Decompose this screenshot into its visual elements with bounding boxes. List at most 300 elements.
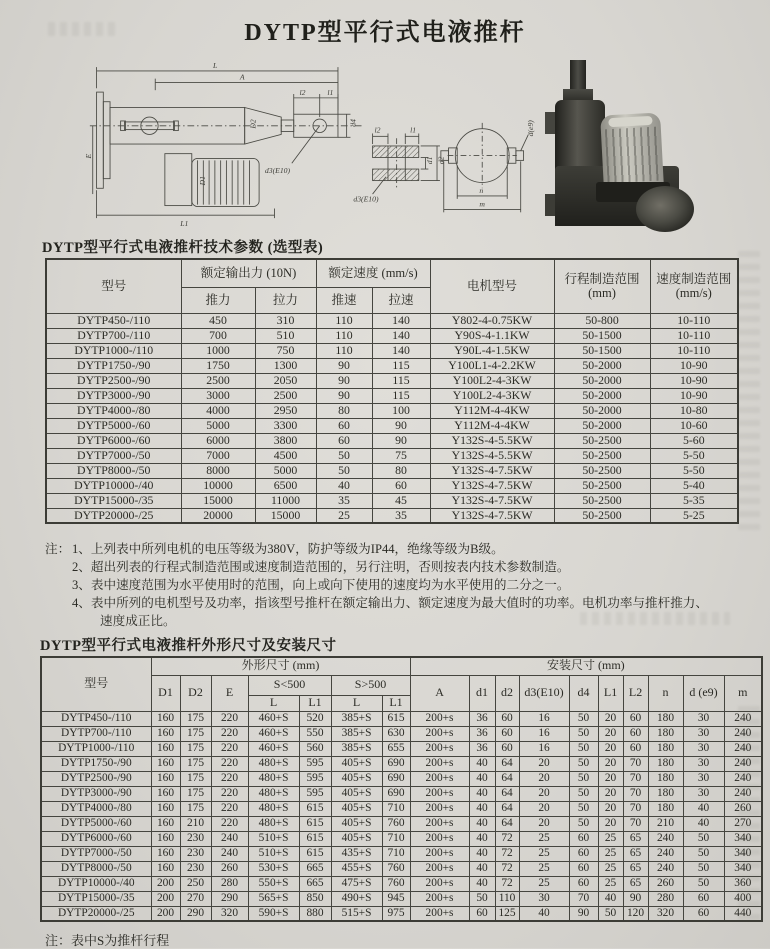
table-cell: 40 (469, 771, 495, 786)
table-cell: 475+S (331, 876, 382, 891)
table-cell: 50-2000 (554, 418, 650, 433)
table-cell: DYTP7000-/50 (46, 448, 181, 463)
table-cell: 50-800 (554, 313, 650, 328)
table-cell: 280 (211, 876, 248, 891)
table-cell: 50 (316, 463, 372, 478)
table-cell: 220 (211, 726, 248, 741)
table-cell: DYTP15000-/35 (46, 493, 181, 508)
table-cell: 480+S (248, 771, 299, 786)
table-cell: 40 (469, 786, 495, 801)
table-cell: 280 (648, 891, 683, 906)
table-cell: 480+S (248, 756, 299, 771)
table-cell: 120 (623, 906, 648, 921)
table-cell: 25 (519, 876, 569, 891)
table-cell: 50-2500 (554, 493, 650, 508)
notes-prefix: 注： (45, 542, 71, 556)
table-cell: 440 (724, 906, 762, 921)
table-cell: 200+s (410, 846, 469, 861)
table-cell: 20 (598, 756, 623, 771)
table-cell: DYTP6000-/60 (46, 433, 181, 448)
note-item: 2、超出列表的行程式制造范围或速度制造范围的，另行注明，否则按表内技术参数制造。 (72, 560, 570, 574)
table-cell: 615 (299, 846, 331, 861)
spec-table-body (46, 313, 738, 523)
table-cell: 450 (181, 313, 255, 328)
table-cell: 30 (683, 756, 724, 771)
col-d4: d4 (569, 675, 598, 711)
dim-label-D2: D2 (248, 119, 258, 129)
table-cell: 480+S (248, 816, 299, 831)
table-cell: 65 (623, 876, 648, 891)
table-cell: 5-25 (650, 508, 738, 523)
dim-label-d2: d2 (436, 156, 446, 165)
table-cell: 510+S (248, 846, 299, 861)
col-pull-speed: 拉速 (372, 287, 430, 313)
table-cell: DYTP3000-/90 (41, 786, 151, 801)
col-pull-force: 拉力 (255, 287, 316, 313)
dim-label-L1: L1 (180, 218, 189, 228)
col-de9: d (e9) (683, 675, 724, 711)
dim-label-E: E (83, 153, 93, 159)
table-cell: DYTP5000-/60 (46, 418, 181, 433)
table-row (41, 801, 762, 816)
photo-flange (636, 186, 694, 232)
table-cell: 10-90 (650, 388, 738, 403)
table-row (46, 448, 738, 463)
table-row (46, 478, 738, 493)
table-cell: 30 (683, 711, 724, 726)
table-row (41, 876, 762, 891)
table-cell: DYTP4000-/80 (41, 801, 151, 816)
table-row (41, 846, 762, 861)
table-cell: 2950 (255, 403, 316, 418)
table-cell: 60 (495, 711, 519, 726)
table-cell: 8000 (181, 463, 255, 478)
table-cell: DYTP1750-/90 (46, 358, 181, 373)
table-cell: 64 (495, 816, 519, 831)
table-cell: 3300 (255, 418, 316, 433)
table-cell: 270 (180, 891, 211, 906)
table-cell: Y132S-4-5.5KW (430, 433, 554, 448)
col-rated-speed: 额定速度 (mm/s) (316, 259, 430, 287)
table-cell: 40 (683, 816, 724, 831)
table-cell: 200+s (410, 816, 469, 831)
note-item: 3、表中速度范围为水平使用时的范围，向上或向下使用的速度均为水平使用的二分之一。 (72, 578, 570, 592)
table-cell: DYTP4000-/80 (46, 403, 181, 418)
table-cell: 90 (569, 906, 598, 921)
table-cell: 90 (316, 358, 372, 373)
table-row (41, 831, 762, 846)
table-cell: 240 (724, 756, 762, 771)
table-cell: 90 (372, 433, 430, 448)
spec-table (45, 258, 739, 524)
table-cell: 20 (519, 786, 569, 801)
table-cell: 70 (623, 756, 648, 771)
table-cell: DYTP2500-/90 (41, 771, 151, 786)
table-cell: 20 (519, 756, 569, 771)
col-L1-lt: L1 (299, 695, 331, 711)
table-cell: 240 (211, 846, 248, 861)
table-row (46, 403, 738, 418)
table-cell: 140 (372, 343, 430, 358)
table-cell: 72 (495, 831, 519, 846)
table-cell: 220 (211, 816, 248, 831)
table-cell: 510+S (248, 831, 299, 846)
table-cell: Y132S-4-7.5KW (430, 508, 554, 523)
table-cell: 290 (180, 906, 211, 921)
table-cell: 690 (382, 786, 410, 801)
table-cell: 200+s (410, 906, 469, 921)
table-cell: 210 (648, 816, 683, 831)
table-cell: 115 (372, 388, 430, 403)
col-push-force: 推力 (181, 287, 255, 313)
col-motor-model: 电机型号 (430, 259, 554, 313)
table-cell: 3800 (255, 433, 316, 448)
table-cell: 20000 (181, 508, 255, 523)
table-cell: 160 (151, 786, 180, 801)
table-cell: 710 (382, 831, 410, 846)
table-cell: 490+S (331, 891, 382, 906)
table-cell: 160 (151, 711, 180, 726)
table-cell: 40 (683, 801, 724, 816)
spec-table-heading: DYTP型平行式电液推杆技术参数 (选型表) (42, 240, 324, 256)
col-s-gt-500: S>500 (331, 675, 410, 695)
table-cell: 200+s (410, 741, 469, 756)
dim-label-L: L (212, 61, 218, 71)
table-cell: DYTP7000-/50 (41, 846, 151, 861)
table-cell: 240 (648, 861, 683, 876)
table-cell: 50 (569, 786, 598, 801)
table-cell: 220 (211, 756, 248, 771)
table-cell: DYTP10000-/40 (46, 478, 181, 493)
table-cell: DYTP10000-/40 (41, 876, 151, 891)
table-cell: 40 (469, 831, 495, 846)
table-cell: 50-1500 (554, 328, 650, 343)
table-cell: 16 (519, 741, 569, 756)
table-cell: 15000 (255, 508, 316, 523)
table-cell: 10-60 (650, 418, 738, 433)
dim-label-n: n (479, 186, 484, 196)
table-cell: 180 (648, 756, 683, 771)
table-cell: 3000 (181, 388, 255, 403)
table-cell: 200+s (410, 891, 469, 906)
notes-block (45, 540, 717, 630)
table-cell: 16 (519, 711, 569, 726)
table-cell: 595 (299, 771, 331, 786)
table-cell: 405+S (331, 771, 382, 786)
table-cell: 10-110 (650, 343, 738, 358)
table-row (46, 463, 738, 478)
table-cell: 220 (211, 741, 248, 756)
table-cell: 50-2000 (554, 388, 650, 403)
dim-label-l1: l1 (327, 87, 334, 97)
table-cell: 60 (623, 741, 648, 756)
table-cell: 320 (648, 906, 683, 921)
table-cell: Y132S-4-7.5KW (430, 463, 554, 478)
table-cell: 320 (211, 906, 248, 921)
col-model: 型号 (46, 259, 181, 313)
col-outer-dims: 外形尺寸 (mm) (151, 657, 410, 675)
table-cell: 595 (299, 786, 331, 801)
table-cell: 72 (495, 876, 519, 891)
table-cell: 240 (724, 741, 762, 756)
table-cell: Y100L2-4-3KW (430, 373, 554, 388)
table-cell: Y100L2-4-3KW (430, 388, 554, 403)
table-cell: 460+S (248, 741, 299, 756)
table-cell: 60 (316, 433, 372, 448)
table-cell: 115 (372, 358, 430, 373)
table-cell: Y132S-4-7.5KW (430, 478, 554, 493)
table-cell: 50-2500 (554, 448, 650, 463)
table-cell: 90 (372, 418, 430, 433)
table-cell: 975 (382, 906, 410, 921)
table-cell: 480+S (248, 801, 299, 816)
table-cell: 460+S (248, 711, 299, 726)
table-row (41, 861, 762, 876)
table-cell: 405+S (331, 831, 382, 846)
table-cell: 5-50 (650, 463, 738, 478)
dim-table (40, 656, 763, 922)
table-cell: DYTP700-/110 (41, 726, 151, 741)
table-cell: 250 (180, 876, 211, 891)
table-cell: 110 (316, 343, 372, 358)
table-cell: 700 (181, 328, 255, 343)
table-cell: Y90L-4-1.5KW (430, 343, 554, 358)
table-cell: 4500 (255, 448, 316, 463)
table-cell: 30 (683, 771, 724, 786)
table-cell: 30 (683, 741, 724, 756)
table-cell: 50 (569, 711, 598, 726)
table-row (41, 756, 762, 771)
table-cell: 175 (180, 741, 211, 756)
table-cell: 64 (495, 756, 519, 771)
table-cell: 35 (316, 493, 372, 508)
table-cell: DYTP700-/110 (46, 328, 181, 343)
table-cell: 5-35 (650, 493, 738, 508)
table-cell: 50 (569, 726, 598, 741)
table-cell: 5000 (181, 418, 255, 433)
dim-table-body (41, 711, 762, 921)
table-cell: 160 (151, 831, 180, 846)
table-cell: Y132S-4-5.5KW (430, 448, 554, 463)
table-cell: 385+S (331, 711, 382, 726)
table-cell: 25 (598, 846, 623, 861)
col-L-gt: L (331, 695, 382, 711)
table-cell: DYTP3000-/90 (46, 388, 181, 403)
table-cell: 945 (382, 891, 410, 906)
table-cell: Y100L1-4-2.2KW (430, 358, 554, 373)
table-cell: 60 (569, 846, 598, 861)
table-cell: 15000 (181, 493, 255, 508)
table-cell: Y90S-4-1.1KW (430, 328, 554, 343)
table-cell: 36 (469, 711, 495, 726)
table-cell: 20 (598, 771, 623, 786)
table-cell: 10-90 (650, 373, 738, 388)
table-cell: 260 (648, 876, 683, 891)
col-m: m (724, 675, 762, 711)
table-cell: 60 (495, 726, 519, 741)
table-cell: 50-2500 (554, 463, 650, 478)
table-cell: 100 (372, 403, 430, 418)
table-cell: 16 (519, 726, 569, 741)
table-cell: 530+S (248, 861, 299, 876)
table-cell: 180 (648, 786, 683, 801)
table-cell: 240 (724, 786, 762, 801)
table-cell: 400 (724, 891, 762, 906)
table-cell: 60 (683, 891, 724, 906)
table-cell: 35 (372, 508, 430, 523)
table-cell: 25 (598, 831, 623, 846)
table-cell: 615 (299, 801, 331, 816)
table-cell: DYTP8000-/50 (46, 463, 181, 478)
table-cell: 20 (598, 711, 623, 726)
table-cell: 2500 (181, 373, 255, 388)
table-cell: 655 (382, 741, 410, 756)
table-cell: 200 (151, 891, 180, 906)
table-cell: DYTP2500-/90 (46, 373, 181, 388)
table-cell: 50-2500 (554, 433, 650, 448)
table-cell: 25 (519, 846, 569, 861)
table-cell: DYTP15000-/35 (41, 891, 151, 906)
note-item: 1、上列表中所列电机的电压等级为380V，防护等级为IP44，绝缘等级为B级。 (72, 542, 504, 556)
table-cell: 50 (683, 831, 724, 846)
table-row (41, 711, 762, 726)
table-cell: 5-50 (650, 448, 738, 463)
table-cell: 65 (623, 831, 648, 846)
table-cell: 175 (180, 726, 211, 741)
table-cell: 50 (683, 876, 724, 891)
table-cell: 25 (519, 831, 569, 846)
table-cell: 65 (623, 861, 648, 876)
table-cell: 220 (211, 711, 248, 726)
col-d3: d3(E10) (519, 675, 569, 711)
table-cell: 405+S (331, 801, 382, 816)
table-cell: 455+S (331, 861, 382, 876)
table-cell: 20 (598, 816, 623, 831)
table-cell: 760 (382, 876, 410, 891)
dim-label-d3: d3(E10) (264, 165, 291, 175)
table-cell: 550 (299, 726, 331, 741)
table-row (46, 493, 738, 508)
table-cell: 615 (299, 831, 331, 846)
table-cell: 72 (495, 846, 519, 861)
col-n: n (648, 675, 683, 711)
table-row (41, 816, 762, 831)
col-D1: D1 (151, 675, 180, 711)
table-cell: Y132S-4-7.5KW (430, 493, 554, 508)
table-cell: 40 (469, 846, 495, 861)
note-item: 4、表中所列的电机型号及功率，指该型号推杆在额定输出力、额定速度为最大值时的功率。电机功率与推杆推力、速度成正比。 (72, 596, 708, 628)
table-cell: 260 (211, 861, 248, 876)
table-cell: 690 (382, 756, 410, 771)
dim-label-de9: d(e9) (526, 120, 536, 137)
table-cell: 115 (372, 373, 430, 388)
table-row (41, 906, 762, 921)
table-cell: 80 (316, 403, 372, 418)
table-cell: 385+S (331, 726, 382, 741)
table-cell: 220 (211, 801, 248, 816)
table-cell: 360 (724, 876, 762, 891)
table-cell: 40 (519, 906, 569, 921)
table-cell: 340 (724, 831, 762, 846)
table-row (46, 343, 738, 358)
table-cell: 50 (598, 906, 623, 921)
table-cell: 30 (683, 786, 724, 801)
table-cell: 160 (151, 816, 180, 831)
table-cell: 6000 (181, 433, 255, 448)
table-cell: 6500 (255, 478, 316, 493)
table-cell: 60 (623, 726, 648, 741)
table-cell: 90 (316, 388, 372, 403)
table-cell: DYTP8000-/50 (41, 861, 151, 876)
table-cell: 20 (519, 801, 569, 816)
table-cell: 175 (180, 801, 211, 816)
table-cell: 20 (519, 771, 569, 786)
table-cell: 50-2000 (554, 358, 650, 373)
technical-drawing (83, 56, 538, 234)
figure-row (83, 56, 747, 234)
table-cell: 25 (598, 876, 623, 891)
table-cell: 140 (372, 328, 430, 343)
table-cell: 75 (372, 448, 430, 463)
table-cell: 220 (211, 786, 248, 801)
table-cell: 80 (372, 463, 430, 478)
table-cell: 200+s (410, 831, 469, 846)
table-cell: 200 (151, 876, 180, 891)
table-cell: 180 (648, 801, 683, 816)
table-cell: 40 (469, 801, 495, 816)
table-cell: 240 (648, 831, 683, 846)
table-cell: 200+s (410, 861, 469, 876)
table-cell: 750 (255, 343, 316, 358)
table-cell: 240 (724, 711, 762, 726)
table-cell: 515+S (331, 906, 382, 921)
table-cell: 270 (724, 816, 762, 831)
table-cell: 615 (299, 816, 331, 831)
table-cell: 72 (495, 861, 519, 876)
table-cell: 230 (180, 861, 211, 876)
table-cell: 50-2500 (554, 508, 650, 523)
col-A: A (410, 675, 469, 711)
col-L2: L2 (623, 675, 648, 711)
table-cell: 70 (623, 801, 648, 816)
table-cell: 110 (495, 891, 519, 906)
table-cell: 200+s (410, 726, 469, 741)
table-cell: 25 (519, 861, 569, 876)
table-cell: 20 (598, 801, 623, 816)
table-cell: 565+S (248, 891, 299, 906)
table-cell: 50 (683, 861, 724, 876)
table-cell: 10-90 (650, 358, 738, 373)
table-cell: 210 (180, 816, 211, 831)
table-cell: 140 (372, 313, 430, 328)
table-cell: 5000 (255, 463, 316, 478)
table-cell: 20 (598, 726, 623, 741)
table-cell: 760 (382, 816, 410, 831)
table-cell: 200+s (410, 801, 469, 816)
table-row (46, 373, 738, 388)
table-cell: 40 (469, 876, 495, 891)
dim-label-d3-detail: d3(E10) (353, 194, 379, 204)
table-cell: 110 (316, 328, 372, 343)
table-cell: 385+S (331, 741, 382, 756)
table-cell: 240 (648, 846, 683, 861)
table-cell: 60 (569, 876, 598, 891)
table-cell: 200+s (410, 876, 469, 891)
table-cell: DYTP5000-/60 (41, 816, 151, 831)
table-cell: 10-80 (650, 403, 738, 418)
table-cell: 30 (519, 891, 569, 906)
table-cell: 550+S (248, 876, 299, 891)
